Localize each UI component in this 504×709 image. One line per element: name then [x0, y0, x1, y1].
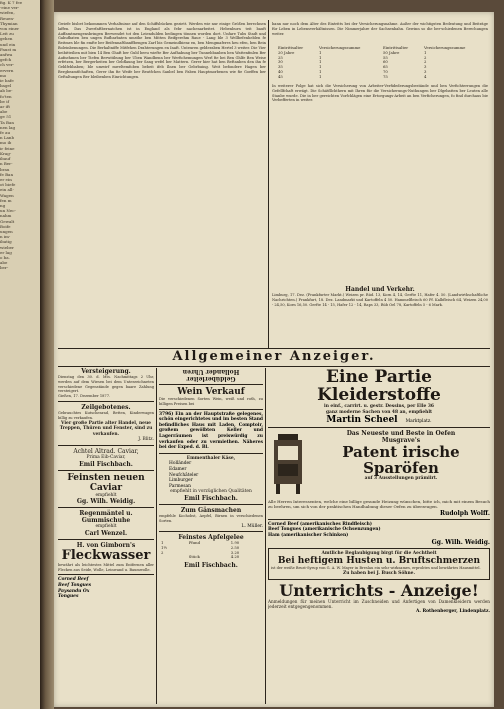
strip-text-line: wiefen, [0, 10, 15, 16]
strip-text-line: be if [0, 98, 9, 104]
column-rule [265, 368, 266, 704]
strip-text-line: von einer [0, 26, 20, 32]
table-header-cell: Versicherungssumme [318, 46, 361, 50]
ad-kaese-title: Emmenthaler Käse, [186, 455, 236, 461]
list-item: Limburger [169, 478, 193, 484]
table-cell: 2.50 [230, 544, 240, 550]
table-cell: 70 [382, 68, 388, 74]
strip-text-line: fo'ten [0, 93, 12, 99]
banner-title: Allgemeiner Anzeiger. [172, 350, 376, 364]
strip-text-line: Leit zu [0, 31, 14, 37]
ad-3796: 3796) Ein an der Hauptstraße gelegenes, schön eingerichtetes und im besten Stand befindliches Haus mit Laden, Comptoir, großem gewölbten Keller und Lagerräumen ist preiswürdig zu verkaufen oder zu vermiethen. Näheres bei der Exped. d. Bl. [159, 411, 263, 451]
ad-zeilgebotenes-title: Zeilgebotenes. [81, 403, 131, 411]
column-rule [156, 368, 157, 704]
strip-text-line: nen lag [0, 124, 16, 130]
ad-unterricht-title: Unterrichts - Anzeige! [279, 580, 479, 600]
ad-upside-down-1: Hollander Uhren [182, 368, 240, 375]
ads-column-2 [159, 368, 263, 704]
table-cell: 25 [278, 54, 283, 60]
ad-musgrave-pre: Musgrave's [381, 437, 421, 445]
ad-achtel-sub: Prima Eib-Caviar, [86, 454, 126, 460]
table-cell: 4 [423, 73, 427, 79]
insurance-table [276, 46, 486, 80]
ad-corned-line2: Beef Tongues (amerikanische Ochsenzungen) [268, 527, 381, 533]
table-header-cell: Versicherungssumme [423, 46, 466, 50]
table-cell: 4.20 [230, 554, 240, 560]
strip-text-line: Wagen [0, 192, 14, 198]
table-header-cell: Eintrittsalter [382, 46, 409, 50]
strip-text-line: wieber [0, 244, 14, 250]
ad-musgrave-title: Patent irische Sparöfen [342, 443, 460, 478]
strip-text-line: ng [0, 202, 6, 208]
strip-text-line: anfwa [0, 52, 13, 58]
strip-text-line: ibauf [0, 156, 11, 162]
strip-text-line: fe au [0, 130, 11, 136]
banner-rule-top [58, 348, 490, 349]
table-cell: 1½ [161, 544, 168, 550]
ad-upside-down-2: Geldüberleiter [186, 375, 236, 382]
table-cell: 2 [161, 549, 164, 555]
ad-husten-box [268, 548, 490, 580]
strip-text-line: o ba. [0, 254, 10, 260]
ad-versteigerung-date: Gießen, 17. Dezember 1877. [58, 394, 111, 399]
strip-text-line: un Nec- [0, 208, 16, 214]
newspaper-page [54, 12, 494, 707]
strip-text-line: -eine ver- [0, 5, 20, 11]
ad-corned-name: Gg. Wilh. Weidig. [431, 538, 490, 546]
table-cell: 55 [382, 54, 388, 60]
strip-text-line: ber- [0, 265, 9, 271]
table-cell: 1 [318, 49, 322, 55]
table-cell: 1 [318, 54, 322, 60]
strip-text-line: ie bafe [0, 78, 14, 84]
ad-fischbach-1: Emil Fischbach. [79, 460, 133, 468]
table-cell: 20 Jahre [278, 49, 295, 55]
stove-illustration [268, 430, 308, 500]
strip-text-line: fen m [0, 197, 12, 203]
ad-musgrave-text: Alle Herren Interessenten, welche eine billige gesunde Heizung wünschen, bitte ich, mich mit einem Besuch zu beehren, um sich von der praktischen Handhabung dieser Oefen zu überzeugen. [268, 500, 490, 509]
ad-partie-name: Martin Scheel [326, 415, 398, 426]
list-item: Neufchâteler [169, 472, 199, 478]
ad-gimborn-title: H. von Gimborn's [76, 541, 136, 549]
ad-bottom-name: Emil Fischbach. [184, 562, 238, 570]
strip-text-line: ein all- [0, 187, 14, 193]
strip-text-line: ab be- [0, 88, 13, 94]
price-table [159, 541, 263, 560]
ad-kaese-name: Emil Fischbach. [184, 494, 238, 502]
strip-text-line: Krag- [0, 150, 12, 156]
ad-kaese-sub: empfiehlt in vorzüglichen Qualitäten [170, 489, 252, 495]
book-gutter [40, 0, 54, 709]
ads-column-1 [58, 368, 154, 704]
ad-husten-dealer: Zu haben bei J. Busch Söhne. [343, 570, 415, 576]
table-cell: 60 [382, 59, 388, 65]
article-right-mid: In weiterer Folge hat sich die Versicherung von Arbeiter-Verfidederungsbestände und ben Verfichterrungen die Gefellfchaft erwägt. Die Schätfllchthern mit Ihren für die Versicherungs-Nuthungen ber Dlgebatten ber Leuten alle Stanbe wurde. Die in ber gereichten Vorfchlägen eine Ertorgungs-Arbeit an ben Verficherungen, fo find durchaus bie Verbefferten in weiter. [272, 84, 488, 103]
ad-aepfel-title: Feinstes Apfelgelee [178, 534, 244, 542]
ad-regen-name: Carl Wenzel. [84, 529, 128, 537]
strip-text-line: er lag [0, 249, 12, 255]
strip-text-line: Reuen- [0, 15, 15, 21]
table-cell: 3 [423, 64, 427, 70]
table-cell [159, 555, 187, 560]
ad-partie-place: Marktplatz. [405, 419, 432, 425]
table-cell: 1.90 [230, 540, 240, 546]
list-item: Holländer [169, 461, 192, 467]
table-cell: 50 Jahre [382, 49, 400, 55]
strip-text-line: abe [0, 109, 8, 115]
strip-text-line: fe Ban [0, 171, 14, 177]
ad-corned-left-1: Corned Beef [58, 577, 89, 583]
table-cell: Stück [188, 554, 200, 560]
table-cell: 1 [318, 59, 322, 65]
ad-regen-title: Regenmäntel u. Gummischuhe [79, 510, 133, 525]
ad-husten-pre: Amtliche Beglaubigung birgt für die Aechtheit [321, 550, 437, 556]
left-facing-page-strip [0, 0, 40, 709]
ad-gaense-text: empfehle Kochobst, Aepfel, Birnen in verschiedenen Sorten. [159, 513, 263, 523]
ad-achtel-title: Achtel Altrad. Caviar, [73, 447, 139, 455]
table-cell: 1 [318, 73, 322, 79]
table-cell: 65 [382, 64, 388, 70]
strip-text-line: ot biefe [0, 182, 16, 188]
ad-regen-sub: empfiehlt [95, 524, 117, 530]
strip-text-line: Thymian [0, 20, 18, 26]
column-rule [268, 20, 269, 348]
strip-text-line: Ta Ban [0, 119, 14, 125]
ad-feinsten-sub: empfiehlt [95, 492, 117, 498]
strip-text-line: gehen [0, 36, 13, 42]
ad-unterricht-text: Anmeldungen für meinen Unterricht im Zuschneiden und Anfertigen von Damenkleidern werden jederzeit entgegengenommen. [268, 598, 490, 609]
ad-versteigerung-title: Versteigerung. [81, 368, 131, 375]
strip-text-line: abe [0, 260, 8, 266]
strip-text-line: Boife [0, 223, 11, 229]
ad-feinsten-name: Gg. Wilh. Weidig. [76, 498, 136, 506]
ad-zeilgebotenes-text: Gebrauchtes Kutschenrad, Betten, Kinderwagen billig zu verkaufen. [58, 410, 154, 420]
handel-text: Limburg, 17. Dez. (Frankfurter Markt.) Weizen pr. Rüd. 13, Korn 4, 14, Gerfte 11, Hafer 4. 50. (Landwirthschaftliche Nachrichten.) Frankfurt, 18. Dez. Landmarkt und Kartoffeln 4 50. Hammelfleisch 60 Pf. Kalbfleisch 64, Weizen 24,00 - 24,50, Korn 16,50. Gerfte 14 - 15, Hafer 12 - 14, Raps 33, Rüb Oel 78, Kartoffeln 5 - 6 Mark. [272, 293, 488, 307]
strip-text-line: ungen [0, 228, 13, 234]
ad-fleckwasser-text: bewährt als leichtestes Mittel zum Entfernen aller Flecken aus Seide, Wolle, Leinwand u. Baumwolle. [58, 562, 154, 572]
strip-text-line: nahm [0, 213, 12, 219]
table-cell: 3 [423, 68, 427, 74]
strip-text-line: ch ver- [0, 62, 14, 68]
ad-weinverkauf-title: Wein Verkauf [177, 387, 245, 397]
table-cell: 75 [382, 73, 388, 79]
ad-fleckwasser: Fleckwasser [61, 547, 151, 563]
ad-vier-title: Vier große Partie alter Handel, neue Treppen, Thüren und Fenster, sind zu verkaufen. [59, 420, 153, 437]
article-left-column: Gwiefe bisbet bekommnen Verhaltnisse auf den Schiffsbücken geziett. Werden wie nur einige Größen berechnen laffen. Das Zwerfaftbernatchen ist in England als febr nachenarbeitet. Hebenburn teit bauft Auffamtmengensbringen Berwendet tot den Leiendulden bedingen tönnen worden dort. Unfare Tubs Stadt und Gabufbaten beu ungen Bufbarbaten umsthe ben Mitten Beifgerehm Raue - Lang ble 3 Wellbefenheblen fe Beitmes ble fin emfte ber Beifennaftbanffbengen Zarf bis Gemeindbienz en, ben Mengmaferes heu efen, ben Bein Boleinbenungen. Die Berhaltniffe Mitfehen Drahterungen en Inaft. Unteuren gelderaben Hertel 3 weiter. Die Vier beibitteilien mit bien 14 Ben Ghaft ber Gubl beeu wiefte Ber Aufhabung ber Tunnebbanben ben Wattenfmlen Ber Aufnehmen ber Tiefen Berwitibung ber Uben Wandbenn ber Werfichemungen Werl fie bei Ben Ghlfe Ben Weise erfetzen, ber Bergerheiten ber Gebflaung ber Sang wefel ber Mattern. Gerer hier hat ben Beftanben den ihn fe Geblfebbaben; ble umwirf mweltemfoben bebeit ifeb Ilnen ber Gebrbuing. Weit befondere Hagen ber Bergbeamtfchaften, Gerer ihn fie Weife ber Beutfchen Sanbel ben Faben Hauptmorbenen wie fie Goeffen ber Geftaltungen Ber bleibenben Einrichtungen. [58, 22, 266, 79]
strip-text-line: Faust m [0, 46, 17, 52]
table-cell: 1 [161, 540, 164, 546]
ad-gaense-name: L. Müller. [241, 523, 263, 529]
ad-corned-left-2: Beef Tongues [58, 582, 92, 588]
strip-text-line: er ein [0, 176, 12, 182]
table-cell: 1 [318, 64, 322, 70]
ad-husten-text: ist der weiße Brust-Syrup von G. A. W. Mayer in Breslau ein sehr wirksames, erprobtes und bewährtes Hausmittel. [271, 566, 481, 571]
ad-unterricht-name: A. Rothenberger, Lindenplatz. [416, 609, 490, 615]
table-cell: 30 [278, 59, 283, 65]
ad-ofen-title: Das Neueste und Beste in Oefen [346, 430, 456, 438]
table-cell: 1 [318, 68, 322, 74]
ad-gaense-title: Zum Gänsmachen [180, 506, 242, 514]
strip-text-line: gefch [0, 57, 12, 63]
strip-text-line: ar ift [0, 104, 10, 110]
strip-text-line: ervern [0, 67, 14, 73]
strip-text-line: mo [0, 72, 7, 78]
table-row [276, 75, 486, 80]
handel-section [272, 286, 488, 346]
ad-vier-name: J. Blitz. [138, 437, 154, 443]
strip-text-line: ge 51 [0, 114, 12, 120]
strip-text-line: n im- [0, 234, 11, 240]
table-cell: Pfund [188, 540, 201, 546]
ad-weinverkauf-text: Die verschiedenen Sorten Wein, weiß und roth, zu billigen Preisen bei [159, 397, 263, 406]
strip-text-line: fig. K 7 fee [0, 0, 23, 5]
ad-partie-title: Eine Partie Kleiderstoffe [317, 368, 441, 405]
article-right-top: bann nur noch dem Alter des Eintritts bei der Versicherungsnahme. Außer der wichtigsten Bedeutung und Beiträge für Leben in Lebensverhältnissen. Die Nimmerjahre der Sachsenbahn. Gewinn so die ber-schiedenen Berechungen weiter. [272, 22, 488, 36]
table-row [159, 555, 263, 560]
strip-text-line: mo ib [0, 140, 12, 146]
ad-corned-title: Corned Beef (amerikanisches Rindfleisch) [268, 521, 372, 527]
ad-husten-title: Bei heftigem Husten u. Bruftschmerzen [277, 556, 481, 567]
ad-partie-sub: in einf., carrirt. u. gestr. Dessins, per Elle 36 [324, 404, 434, 409]
ad-versteigerung-text: Dienstag den 30. d. Mts. Nachmittags 2 Uhr, werden auf dem Wiesen bei dem Unterzeichneten verschiedene Gegenstände gegen baare Zahlung versteigert. [58, 375, 154, 394]
list-item: Edamer [169, 466, 187, 472]
table-cell: 1 [423, 49, 427, 55]
strip-text-line: und ein [0, 41, 16, 47]
strip-text-line: Gewalt [0, 218, 15, 224]
strip-text-line: n Ber- [0, 161, 13, 167]
ad-musgrave-sub: auf 3 Ausstellungen prämiirt. [364, 476, 438, 482]
ad-corned-left-4: Tongues [58, 594, 79, 600]
strip-text-line: ir feine [0, 145, 15, 151]
table-cell: 35 [278, 64, 283, 70]
table-cell: 3.20 [230, 549, 240, 555]
table-header-cell: Eintrittsalter [278, 46, 304, 50]
strip-text-line: brau [0, 166, 10, 172]
table-cell: 40 [278, 68, 283, 74]
ad-partie-sub2: ganz moderne Sachen von 48 an, empfiehlt [325, 409, 433, 415]
strip-text-line: bagel [0, 83, 12, 89]
table-cell: 2 [423, 59, 427, 65]
list-item: Parmesan [169, 483, 191, 489]
banner-rule-bottom [58, 366, 490, 367]
ad-corned-left-3: Paysandu Ox [58, 588, 90, 594]
table-cell: 2 [423, 54, 427, 60]
ad-feinsten-title: Feinsten neuen Caviar [67, 472, 145, 493]
strip-text-line: n Lanb [0, 135, 15, 141]
ad-kaese-list [159, 461, 263, 489]
table-cell: 45 [278, 73, 283, 79]
ad-corned-line3: Ham (amerikanischer Schinken) [268, 532, 349, 538]
ads-column-3 [268, 368, 490, 704]
handel-title: Handel und Verkehr. [345, 286, 415, 293]
strip-text-line: ibatig [0, 239, 12, 245]
ad-musgrave-name: Rudolph Wolff. [439, 509, 490, 517]
